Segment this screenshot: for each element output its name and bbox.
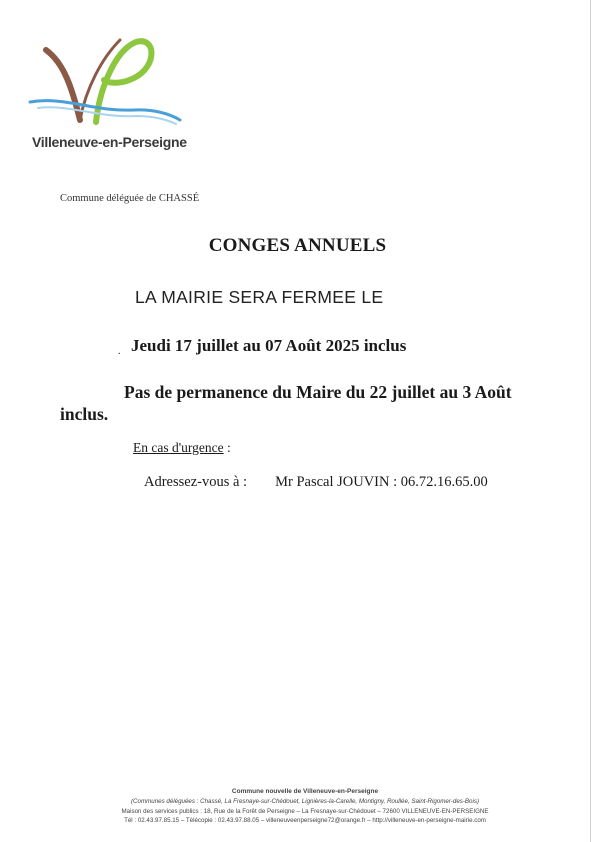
emergency-label xyxy=(133,440,231,456)
page-title: CONGES ANNUELS xyxy=(208,235,387,256)
emergency-label-text: En cas d'urgence xyxy=(133,440,224,455)
closure-dates: Jeudi 17 juillet au 07 Août 2025 inclus xyxy=(131,336,407,355)
permanence-notice: Pas de permanence du Maire du 22 juillet au 3 Août inclus. xyxy=(60,382,512,424)
footer-line-2: (Communes déléguées : Chassé, La Fresnaye-sur-Chédouet, Lignières-la-Carelle, Montigny, Roullée, Saint-Rigomer-des-Bois) xyxy=(130,798,480,805)
footer-line-4: Tél : 02.43.97.85.15 – Télécopie : 02.43.97.88.05 – villeneuveenperseigne72@orange.fr – http://villeneuve-en-perseigne-mairie.com xyxy=(124,817,486,824)
commune-deleguee: Commune déléguée de CHASSÉ xyxy=(60,193,200,204)
contact-label: Adressez-vous à : xyxy=(144,474,248,490)
footer-line-1: Commune nouvelle de Villeneuve-en-Perseigne xyxy=(231,788,379,795)
scan-edge xyxy=(590,0,591,842)
vp-monogram-icon xyxy=(24,28,194,138)
villeneuve-logo xyxy=(24,28,194,158)
contact-line xyxy=(144,474,488,491)
bullet-mark: . xyxy=(118,346,121,357)
closure-subtitle: LA MAIRIE SERA FERMEE LE xyxy=(135,287,384,307)
emergency-label-colon: : xyxy=(223,440,231,455)
contact-value: Mr Pascal JOUVIN : 06.72.16.65.00 xyxy=(275,474,488,490)
footer-line-3: Maison des services publics : 18, Rue de la Forêt de Perseigne – La Fresnaye-sur-Chédouet – 72600 VILLENEUVE-EN-PERSEIGNE xyxy=(121,807,489,815)
logo-text: Villeneuve-en-Perseigne xyxy=(32,134,187,150)
page-footer xyxy=(70,787,540,826)
